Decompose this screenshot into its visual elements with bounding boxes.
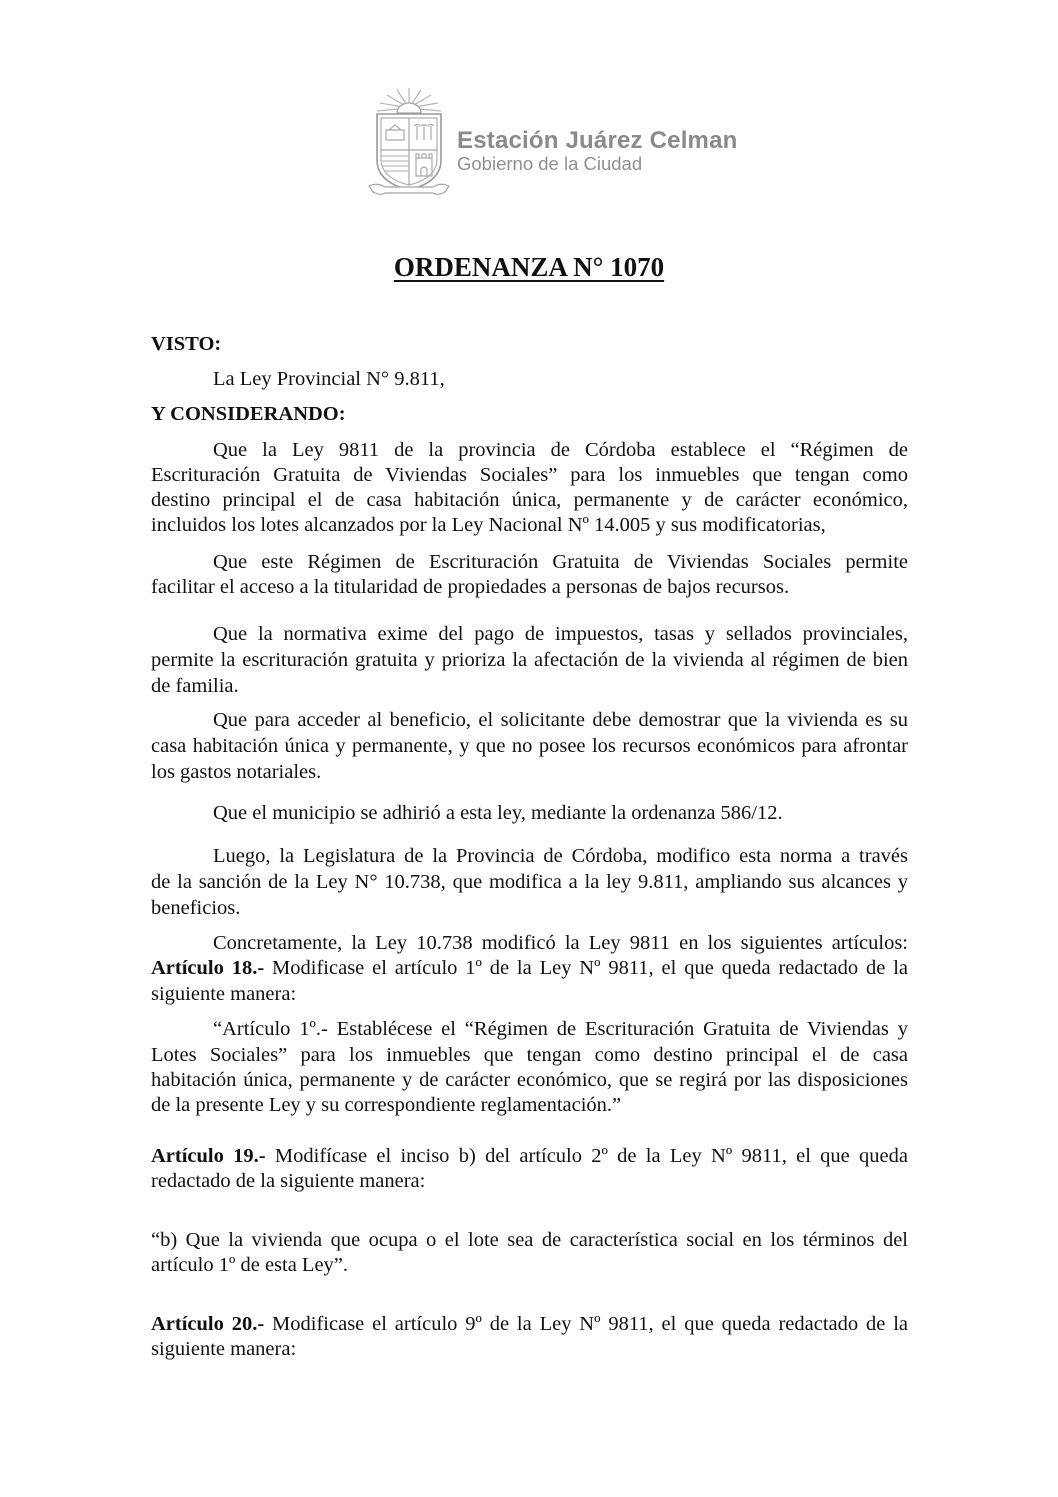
quote-line: habitación única, permanente y de carácter económico, que se regirá por las disposiciones — [151, 1069, 908, 1091]
paragraph-line: casa habitación única y permanente, y que no posee los recursos económicos para afrontar — [151, 735, 908, 757]
article-18-first-line — [151, 955, 908, 981]
paragraph-line: beneficios. — [151, 897, 241, 919]
article-20-text: Modificase el artículo 9º de la Ley Nº 9811, el que queda redactado de la — [272, 1313, 908, 1335]
article-18-text: Modificase el artículo 1º de la Ley Nº 9811, el que queda redactado de la — [272, 957, 908, 979]
article-20-first-line — [151, 1311, 908, 1337]
visto-text: La Ley Provincial N° 9.811, — [213, 368, 445, 390]
paragraph-line: permite la escrituración gratuita y prioriza la afectación de la vivienda al régimen de bien — [151, 649, 908, 671]
paragraph-line: de la sanción de la Ley N° 10.738, que modifica a la ley 9.811, ampliando sus alcances y — [151, 871, 908, 893]
quote-line: de la presente Ley y su correspondiente reglamentación.” — [151, 1094, 622, 1116]
paragraph-line: redactado de la siguiente manera: — [151, 1170, 426, 1192]
logo-subtitle: Gobierno de la Ciudad — [457, 153, 643, 174]
considerando-heading: Y CONSIDERANDO: — [151, 403, 346, 425]
quote-line: Lotes Sociales” para los inmuebles que tengan como destino principal el de casa — [151, 1044, 908, 1066]
visto-heading: VISTO: — [151, 333, 222, 355]
paragraph-line: los gastos notariales. — [151, 761, 322, 783]
municipal-seal-icon — [367, 86, 451, 200]
paragraph-line: incluidos los lotes alcanzados por la Ley Nacional Nº 14.005 y sus modificatorias, — [151, 514, 826, 536]
municipality-logo — [457, 128, 738, 174]
article-19-text: Modifícase el inciso b) del artículo 2º de la Ley Nº 9811, el que queda — [274, 1145, 909, 1167]
quote-line: “Artículo 1º.- Establécese el “Régimen de Escrituración Gratuita de Viviendas y — [213, 1018, 908, 1040]
article-18-label: Artículo 18.- — [151, 957, 265, 979]
paragraph-line: facilitar el acceso a la titularidad de propiedades a personas de bajos recursos. — [151, 576, 790, 598]
paragraph-line: destino principal el de casa habitación única, permanente y de carácter económico, — [151, 489, 908, 511]
paragraph-line: Luego, la Legislatura de la Provincia de Córdoba, modifico esta norma a través — [213, 845, 908, 867]
paragraph-line: siguiente manera: — [151, 1338, 297, 1360]
paragraph-line: Concretamente, la Ley 10.738 modificó la Ley 9811 en los siguientes artículos: — [213, 932, 908, 954]
quote-line: artículo 1º de esta Ley”. — [151, 1254, 349, 1276]
paragraph-line: siguiente manera: — [151, 983, 297, 1005]
paragraph-line: Que la normativa exime del pago de impuestos, tasas y sellados provinciales, — [213, 623, 908, 645]
paragraph-line: Que el municipio se adhirió a esta ley, mediante la ordenanza 586/12. — [213, 802, 783, 824]
logo-name: Estación Juárez Celman — [457, 127, 738, 154]
paragraph-line: Escrituración Gratuita de Viviendas Sociales” para los inmuebles que tengan como — [151, 464, 908, 486]
paragraph-line: Que este Régimen de Escrituración Gratuita de Viviendas Sociales permite — [213, 551, 908, 573]
paragraph-line: Que para acceder al beneficio, el solicitante debe demostrar que la vivienda es su — [213, 709, 908, 731]
article-20-label: Artículo 20.- — [151, 1313, 265, 1335]
article-19-first-line — [151, 1143, 908, 1169]
quote-line: “b) Que la vivienda que ocupa o el lote sea de característica social en los términos del — [151, 1229, 908, 1251]
article-19-label: Artículo 19.- — [151, 1145, 266, 1167]
paragraph-line: de familia. — [151, 675, 239, 697]
paragraph-line: Que la Ley 9811 de la provincia de Córdoba establece el “Régimen de — [213, 439, 908, 461]
ordinance-title: ORDENANZA N° 1070 — [393, 252, 665, 282]
